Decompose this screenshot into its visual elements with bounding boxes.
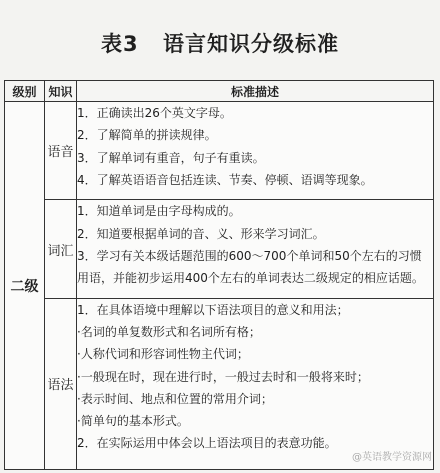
list-item: ·表示时间、地点和位置的常用介词； [77,391,273,406]
table-title [0,28,440,58]
header-description: 标准描述 [77,81,434,102]
list-item: 3．了解单词有重音，句子有重读。 [77,150,265,165]
table-title-text: 语言知识分级标准 [162,32,339,56]
header-level: 级别 [5,81,45,102]
list-item: 1．在具体语境中理解以下语法项目的意义和用法； [77,302,349,317]
list-item: 2．知道要根据单词的音、义、形来学习词汇。 [77,226,325,241]
list-item: ·一般现在时，现在进行时，一般过去时和一般将来时； [77,369,369,384]
knowledge-grammar: 语法 [45,298,77,469]
list-item: 1．知道单词是由字母构成的。 [77,204,241,219]
level-cell: 二级 [5,102,45,470]
table-row-vocabulary [5,200,434,298]
header-knowledge: 知识 [45,81,77,102]
list-item: 4．了解英语语音包括连读、节奏、停顿、语调等现象。 [77,172,373,187]
knowledge-vocabulary: 词汇 [45,200,77,298]
list-item: 1．正确读出26个英文字母。 [77,106,232,120]
description-vocabulary [77,200,434,298]
table-number: 表3 [101,32,139,56]
watermark: @英语教学资源网 [352,452,432,463]
list-item: ·名词的单复数形式和名词所有格； [77,324,261,339]
standards-table [4,80,434,470]
table-row-pronunciation [5,102,434,200]
description-pronunciation [77,102,434,200]
knowledge-pronunciation: 语音 [45,102,77,200]
list-item: ·简单句的基本形式。 [77,414,189,429]
list-item: 2．了解简单的拼读规律。 [77,128,217,143]
list-item: 3．学习有关本级话题范围的600～700个单词和50个左右的习惯用语，并能初步运用400个左右的单词表达二级规定的相应话题。 [77,248,424,286]
description-grammar [77,298,434,469]
header-row [5,81,434,102]
list-item: 2．在实际运用中体会以上语法项目的表意功能。 [77,436,337,451]
table-row-grammar [5,298,434,469]
list-item: ·人称代词和形容词性物主代词； [77,347,249,362]
